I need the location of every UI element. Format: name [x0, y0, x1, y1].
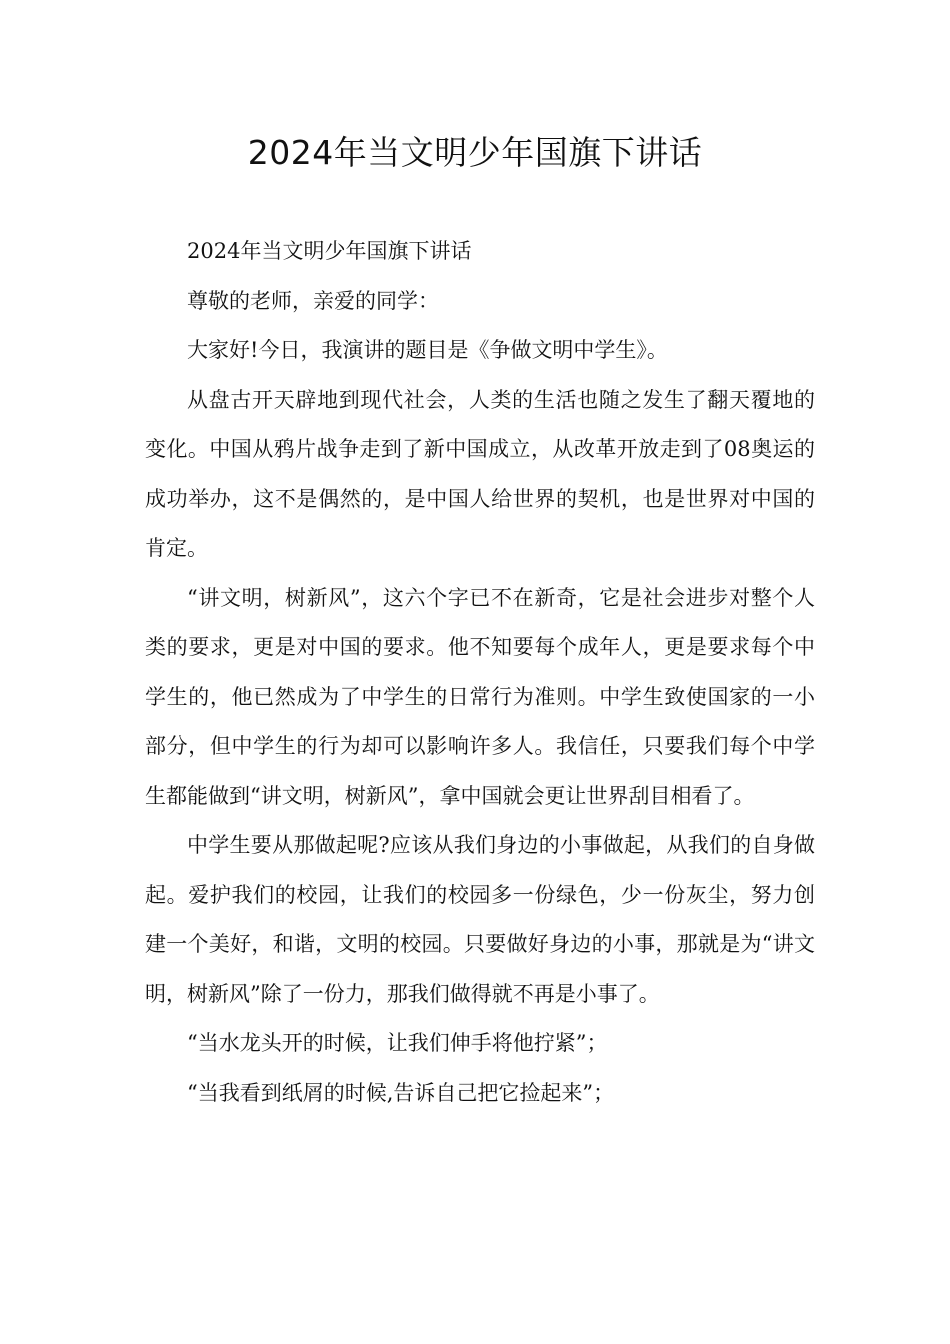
paragraph-salutation: 尊敬的老师，亲爱的同学： — [187, 288, 439, 313]
paragraph-quote-tap: “当水龙头开的时候，让我们伸手将他拧紧”； — [187, 1031, 608, 1055]
paragraph-greeting: 大家好!今日，我演讲的题目是《争做文明中学生》。 — [187, 338, 668, 362]
paragraph-quote-litter: “当我看到纸屑的时候,告诉自己把它捡起来”； — [187, 1080, 615, 1105]
paragraph-civility: “讲文明，树新风”，这六个字已不在新奇，它是社会进步对整个人类的要求，更是对中国的要求。他不知要每个成年人，更是要求每个中学生的，他已然成为了中学生的日常行为准则。中学生致使国家的一小部分，但中学生的行为却可以影响许多人。我信任，只要我们每个中学生都能做到“讲文明，树新风”，拿中国就会更让世界刮目相看了。 — [145, 585, 815, 808]
document-body — [145, 227, 815, 1118]
paragraph-subtitle: 2024年当文明少年国旗下讲话 — [187, 239, 472, 263]
document-title: 2024年当文明少年国旗下讲话 — [247, 133, 703, 172]
paragraph-history: 从盘古开天辟地到现代社会，人类的生活也随之发生了翻天覆地的变化。中国从鸦片战争走到了新中国成立，从改革开放走到了08奥运的成功举办，这不是偶然的，是中国人给世界的契机，也是世界对中国的肯定。 — [145, 387, 815, 560]
paragraph-action: 中学生要从那做起呢?应该从我们身边的小事做起，从我们的自身做起。爱护我们的校园，让我们的校园多一份绿色，少一份灰尘，努力创建一个美好，和谐，文明的校园。只要做好身边的小事，那就是为“讲文明，树新风”除了一份力，那我们做得就不再是小事了。 — [145, 833, 815, 1006]
